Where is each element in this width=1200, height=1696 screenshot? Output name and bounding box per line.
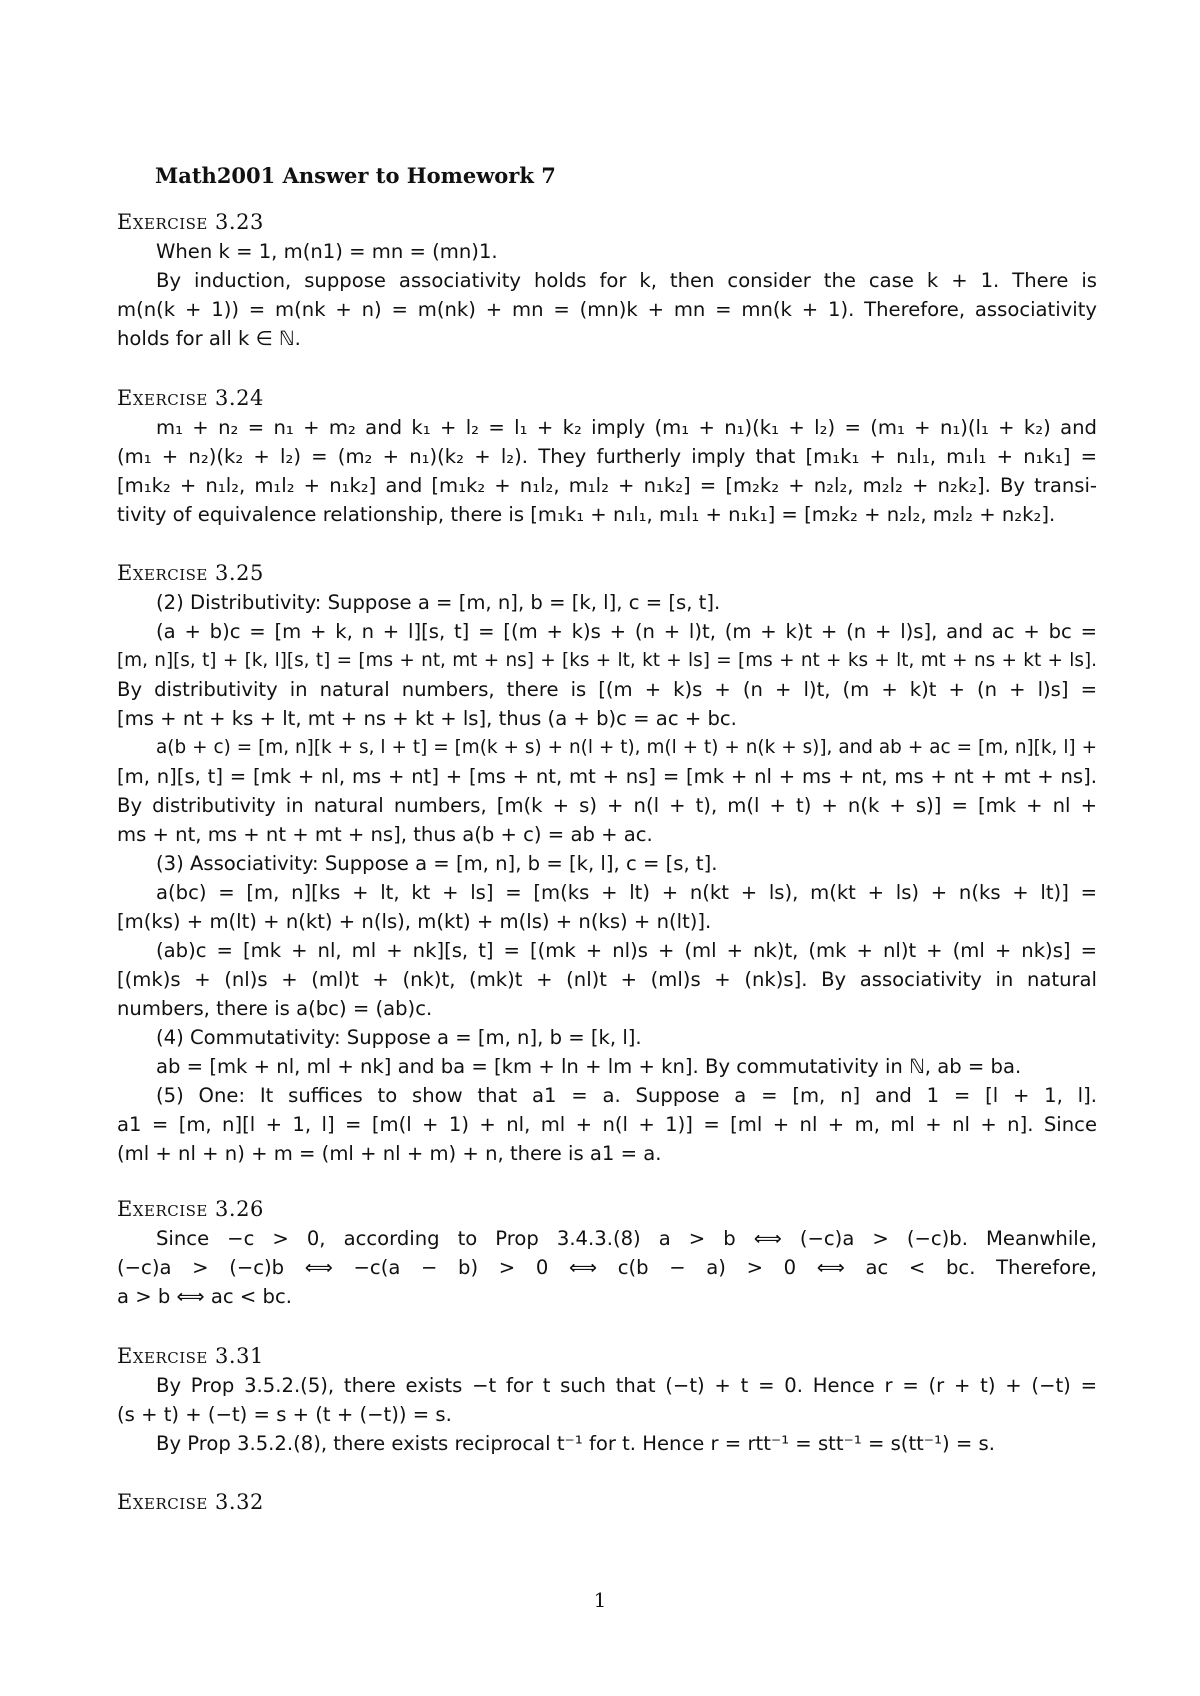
exercise-3-31	[117, 1341, 1097, 1458]
text-line: a > b ⟺ ac < bc.	[117, 1285, 292, 1308]
exercise-heading: Exercise 3.26	[117, 1197, 264, 1221]
text-line: By distributivity in natural numbers, there is [(m + k)s + (n + l)t, (m + k)t + (n + l)s] =	[117, 678, 1097, 701]
exercise-3-23	[117, 207, 1097, 353]
text-line: [ms + nt + ks + lt, mt + ns + kt + ls], thus (a + b)c = ac + bc.	[117, 707, 737, 730]
text-line: (3) Associativity: Suppose a = [m, n], b = [k, l], c = [s, t].	[156, 852, 718, 875]
text-line: (a + b)c = [m + k, n + l][s, t] = [(m + k)s + (n + l)t, (m + k)t + (n + l)s], and ac + bc =	[156, 620, 1097, 643]
text-line: When k = 1, m(n1) = mn = (mn)1.	[156, 240, 498, 263]
text-line: (ml + nl + n) + m = (ml + nl + m) + n, there is a1 = a.	[117, 1142, 662, 1165]
text-line: [m₁k₂ + n₁l₂, m₁l₂ + n₁k₂] and [m₁k₂ + n₁l₂, m₁l₂ + n₁k₂] = [m₂k₂ + n₂l₂, m₂l₂ + n₂k₂]. By transi-	[117, 474, 1097, 497]
text-line: numbers, there is a(bc) = (ab)c.	[117, 997, 433, 1020]
exercise-3-32	[117, 1487, 1097, 1517]
exercise-heading: Exercise 3.25	[117, 561, 264, 585]
text-line: m₁ + n₂ = n₁ + m₂ and k₁ + l₂ = l₁ + k₂ imply (m₁ + n₁)(k₁ + l₂) = (m₁ + n₁)(l₁ + k₂) and	[156, 416, 1097, 439]
text-line: (m₁ + n₂)(k₂ + l₂) = (m₂ + n₁)(k₂ + l₂). They furtherly imply that [m₁k₁ + n₁l₁, m₁l₁ + n₁k₁] =	[117, 445, 1097, 468]
text-line: (2) Distributivity: Suppose a = [m, n], b = [k, l], c = [s, t].	[156, 591, 721, 614]
exercise-heading: Exercise 3.31	[117, 1344, 264, 1368]
text-line: By induction, suppose associativity holds for k, then consider the case k + 1. There is	[156, 269, 1097, 292]
exercise-3-26	[117, 1194, 1097, 1311]
text-line: By Prop 3.5.2.(8), there exists reciprocal t⁻¹ for t. Hence r = rtt⁻¹ = stt⁻¹ = s(tt⁻¹) = s.	[156, 1432, 995, 1455]
text-line: (ab)c = [mk + nl, ml + nk][s, t] = [(mk + nl)s + (ml + nk)t, (mk + nl)t + (ml + nk)s] =	[156, 939, 1097, 962]
text-line: ms + nt, ms + nt + mt + ns], thus a(b + c) = ab + ac.	[117, 823, 653, 846]
text-line: By distributivity in natural numbers, [m(k + s) + n(l + t), m(l + t) + n(k + s)] = [mk + nl +	[117, 794, 1097, 817]
exercise-3-24	[117, 383, 1097, 529]
page-title: Math2001 Answer to Homework 7	[155, 163, 556, 188]
text-line: m(n(k + 1)) = m(nk + n) = m(nk) + mn = (mn)k + mn = mn(k + 1). Therefore, associativity	[117, 298, 1097, 321]
text-line: [m, n][s, t] = [mk + nl, ms + nt] + [ms + nt, mt + ns] = [mk + nl + ms + nt, ms + nt + mt + ns].	[117, 765, 1097, 788]
text-line: a(b + c) = [m, n][k + s, l + t] = [m(k + s) + n(l + t), m(l + t) + n(k + s)], and ab + ac = [m, n][k, l] +	[156, 737, 1097, 758]
text-line: a(bc) = [m, n][ks + lt, kt + ls] = [m(ks + lt) + n(kt + ls), m(kt + ls) + n(ks + lt)] =	[156, 881, 1097, 904]
text-line: [m(ks) + m(lt) + n(kt) + n(ls), m(kt) + m(ls) + n(ks) + n(lt)].	[117, 910, 712, 933]
exercise-3-25	[117, 558, 1097, 1168]
text-line: ab = [mk + nl, ml + nk] and ba = [km + ln + lm + kn]. By commutativity in ℕ, ab = ba.	[156, 1055, 1022, 1078]
page-number: 1	[593, 1588, 607, 1612]
text-line: Since −c > 0, according to Prop 3.4.3.(8) a > b ⟺ (−c)a > (−c)b. Meanwhile,	[156, 1227, 1097, 1250]
text-line: (s + t) + (−t) = s + (t + (−t)) = s.	[117, 1403, 452, 1426]
text-line: [(mk)s + (nl)s + (ml)t + (nk)t, (mk)t + (nl)t + (ml)s + (nk)s]. By associativity in natural	[117, 968, 1097, 991]
text-line: (−c)a > (−c)b ⟺ −c(a − b) > 0 ⟺ c(b − a) > 0 ⟺ ac < bc. Therefore,	[117, 1256, 1097, 1279]
text-line: [m, n][s, t] + [k, l][s, t] = [ms + nt, mt + ns] + [ks + lt, kt + ls] = [ms + nt + ks + lt, mt + ns + kt + ls].	[117, 650, 1097, 671]
exercise-heading: Exercise 3.23	[117, 210, 264, 234]
exercise-heading: Exercise 3.24	[117, 386, 264, 410]
text-line: a1 = [m, n][l + 1, l] = [m(l + 1) + nl, ml + n(l + 1)] = [ml + nl + m, ml + nl + n]. Since	[117, 1113, 1097, 1136]
text-line: (5) One: It suffices to show that a1 = a. Suppose a = [m, n] and 1 = [l + 1, l].	[156, 1084, 1097, 1107]
text-line: (4) Commutativity: Suppose a = [m, n], b = [k, l].	[156, 1026, 642, 1049]
text-line: By Prop 3.5.2.(5), there exists −t for t such that (−t) + t = 0. Hence r = (r + t) + (−t) =	[156, 1374, 1097, 1397]
exercise-heading: Exercise 3.32	[117, 1490, 264, 1514]
text-line: holds for all k ∈ ℕ.	[117, 327, 301, 350]
text-line: tivity of equivalence relationship, there is [m₁k₁ + n₁l₁, m₁l₁ + n₁k₁] = [m₂k₂ + n₂l₂, m₂l₂ + n₂k₂].	[117, 503, 1056, 526]
